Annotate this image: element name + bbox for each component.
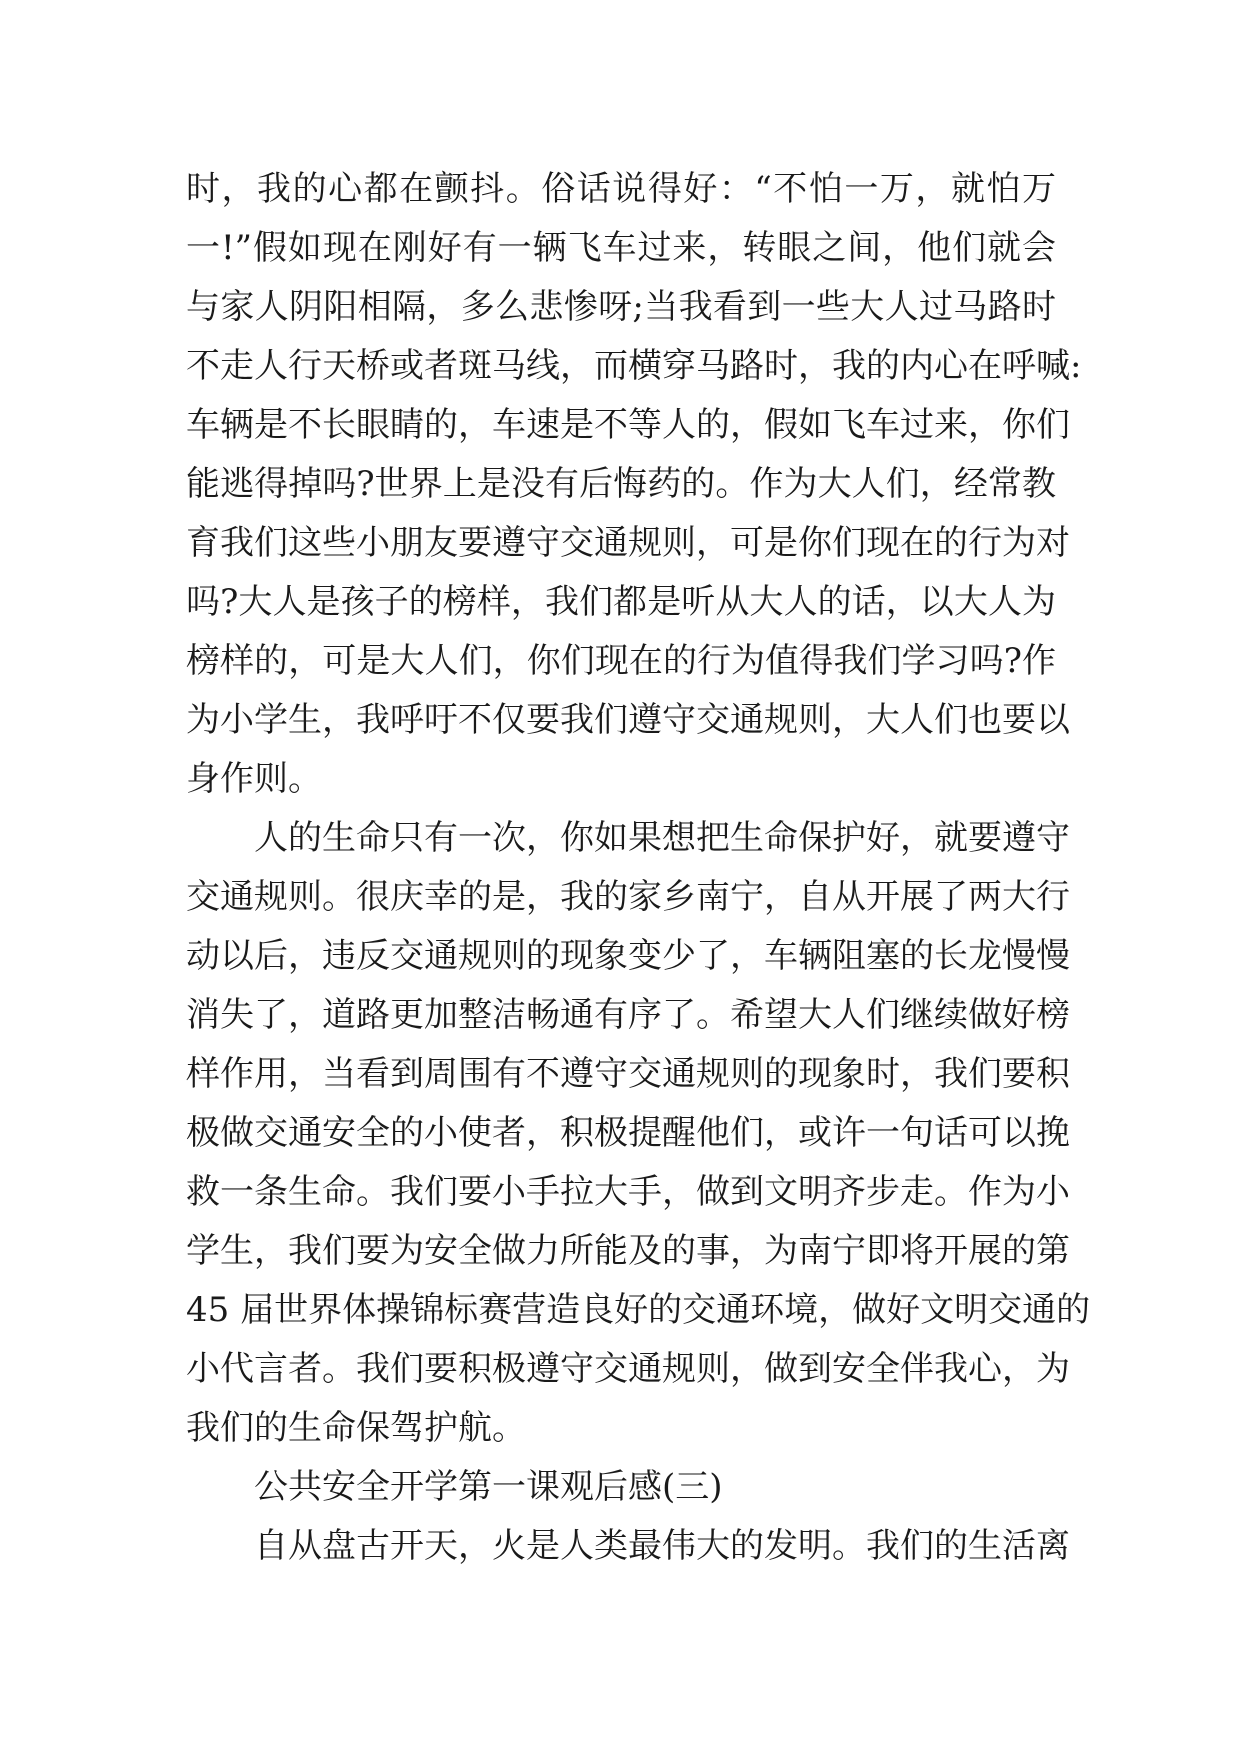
- text-line: 时，我的心都在颤抖。俗话说得好：“不怕一万，就怕万: [186, 169, 1056, 209]
- text-line: 与家人阴阳相隔，多么悲惨呀;当我看到一些大人过马路时: [186, 287, 1056, 327]
- paragraph-start-line: 人的生命只有一次，你如果想把生命保护好，就要遵守: [254, 818, 1070, 858]
- text-line: 能逃得掉吗?世界上是没有后悔药的。作为大人们，经常教: [186, 464, 1056, 504]
- text-line: 45 届世界体操锦标赛营造良好的交通环境，做好文明交通的: [186, 1290, 1091, 1330]
- text-line: 小代言者。我们要积极遵守交通规则，做到安全伴我心，为: [186, 1349, 1070, 1389]
- text-line: 身作则。: [186, 759, 322, 799]
- text-line: 育我们这些小朋友要遵守交通规则，可是你们现在的行为对: [186, 523, 1070, 563]
- section-heading: 公共安全开学第一课观后感(三): [254, 1467, 723, 1507]
- text-line: 样作用，当看到周围有不遵守交通规则的现象时，我们要积: [186, 1054, 1070, 1094]
- text-line: 消失了，道路更加整洁畅通有序了。希望大人们继续做好榜: [186, 995, 1070, 1035]
- text-line: 我们的生命保驾护航。: [186, 1408, 526, 1448]
- paragraph-start-line: 自从盘古开天，火是人类最伟大的发明。我们的生活离: [254, 1526, 1070, 1566]
- text-line: 为小学生，我呼吁不仅要我们遵守交通规则，大人们也要以: [186, 700, 1070, 740]
- text-line: 车辆是不长眼睛的，车速是不等人的，假如飞车过来，你们: [186, 405, 1070, 445]
- text-line: 学生，我们要为安全做力所能及的事，为南宁即将开展的第: [186, 1231, 1070, 1271]
- text-line: 交通规则。很庆幸的是，我的家乡南宁，自从开展了两大行: [186, 877, 1070, 917]
- text-line: 吗?大人是孩子的榜样，我们都是听从大人的话，以大人为: [186, 582, 1056, 622]
- text-line: 救一条生命。我们要小手拉大手，做到文明齐步走。作为小: [186, 1172, 1070, 1212]
- text-line: 一!”假如现在刚好有一辆飞车过来，转眼之间，他们就会: [186, 228, 1056, 268]
- text-line: 榜样的，可是大人们，你们现在的行为值得我们学习吗?作: [186, 641, 1056, 681]
- document-body: [186, 160, 1091, 1576]
- text-line: 不走人行天桥或者斑马线，而横穿马路时，我的内心在呼喊:: [186, 346, 1082, 386]
- text-line: 极做交通安全的小使者，积极提醒他们，或许一句话可以挽: [186, 1113, 1070, 1153]
- text-line: 动以后，违反交通规则的现象变少了，车辆阻塞的长龙慢慢: [186, 936, 1070, 976]
